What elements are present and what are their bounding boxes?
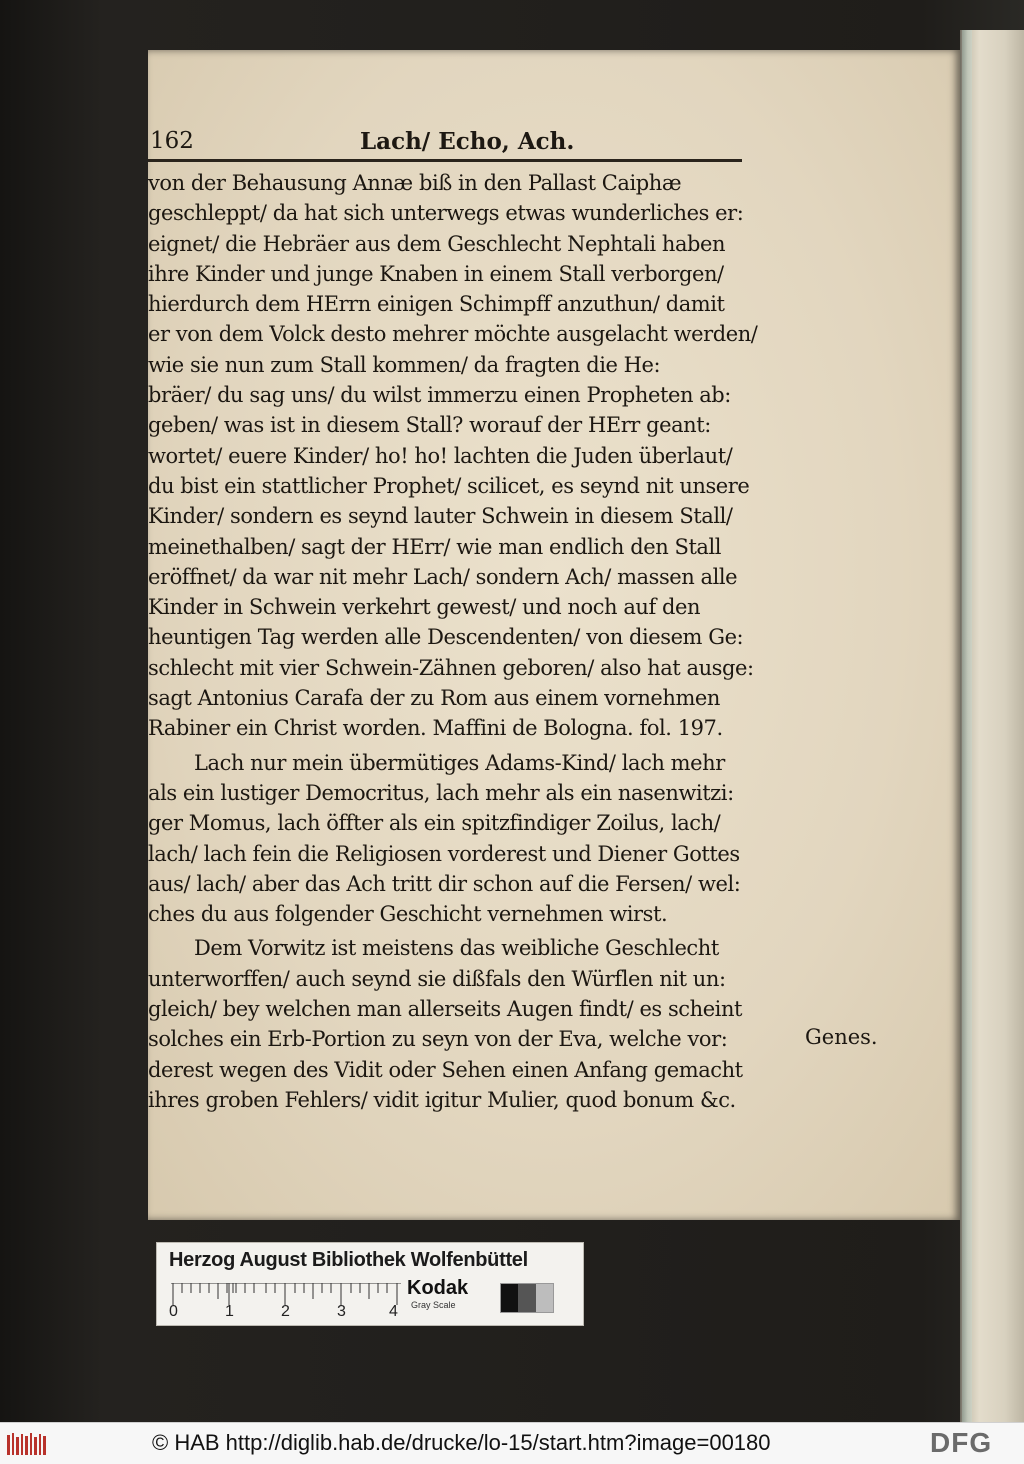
text-line: Lach nur mein übermütiges Adams-Kind/ lach mehr xyxy=(194,750,725,775)
text-line: schlecht mit vier Schwein-Zähnen geboren/ also hat ausge: xyxy=(148,655,754,680)
text-line: meinethalben/ sagt der HErr/ wie man endlich den Stall xyxy=(148,534,722,559)
text-line: wie sie nun zum Stall kommen/ da fragten die He: xyxy=(148,352,661,377)
text-line: derest wegen des Vidit oder Sehen einen Anfang gemacht xyxy=(148,1057,743,1082)
ruler-number: 4 xyxy=(389,1303,398,1320)
text-line: eignet/ die Hebräer aus dem Geschlecht Nephtali haben xyxy=(148,231,726,256)
text-line: bräer/ du sag uns/ du wilst immerzu einen Propheten ab: xyxy=(148,383,731,408)
text-line: ches du aus folgender Geschicht vernehmen wirst. xyxy=(148,902,668,927)
color-calibration-card xyxy=(156,1242,584,1326)
text-line: hierdurch dem HErrn einigen Schimpff anzuthun/ damit xyxy=(148,292,725,317)
ruler-number: 2 xyxy=(281,1303,290,1320)
paragraph-2 xyxy=(148,748,748,930)
running-head: Lach/ Echo, Ach. xyxy=(360,128,575,155)
text-line: lach/ lach fein die Religiosen vorderest und Diener Gottes xyxy=(148,841,740,866)
copyright-url[interactable]: © HAB http://diglib.hab.de/drucke/lo-15/start.htm?image=00180 xyxy=(152,1430,771,1455)
paragraph-3 xyxy=(148,933,748,1115)
ruler-numbers xyxy=(167,1303,407,1323)
text-line: ihres groben Fehlers/ vidit igitur Mulier, quod bonum &c. xyxy=(148,1087,736,1112)
text-line: eröffnet/ da war nit mehr Lach/ sondern Ach/ massen alle xyxy=(148,564,738,589)
header-rule xyxy=(148,159,742,162)
text-line: aus/ lach/ aber das Ach tritt dir schon auf die Fersen/ wel: xyxy=(148,871,741,896)
text-line: Kinder/ sondern es seynd lauter Schwein in diesem Stall/ xyxy=(148,504,733,529)
text-line: geben/ was ist in diesem Stall? worauf der HErr geant: xyxy=(148,413,711,438)
text-line: geschleppt/ da hat sich unterwegs etwas wunderliches er: xyxy=(148,201,744,226)
catchword: Genes. xyxy=(805,1025,878,1049)
text-line: heuntigen Tag werden alle Descendenten/ von diesem Ge: xyxy=(148,625,744,650)
gray-swatch xyxy=(500,1283,554,1313)
hab-logo-icon xyxy=(6,1431,50,1457)
text-line: sagt Antonius Carafa der zu Rom aus einem vornehmen xyxy=(148,686,720,711)
text-line: du bist ein stattlicher Prophet/ scilicet, es seynd nit unsere xyxy=(148,473,750,498)
library-name: Herzog August Bibliothek Wolfenbüttel xyxy=(169,1249,528,1271)
page-header xyxy=(150,128,730,158)
text-line: solches ein Erb-Portion zu seyn von der Eva, welche vor: xyxy=(148,1027,728,1052)
text-line: ihre Kinder und junge Knaben in einem Stall verborgen/ xyxy=(148,261,724,286)
paragraph-1 xyxy=(148,168,758,744)
text-line: ger Momus, lach öffter als ein spitzfindiger Zoilus, lach/ xyxy=(148,811,721,836)
text-line: von der Behausung Annæ biß in den Pallast Caiphæ xyxy=(148,171,682,195)
text-line: als ein lustiger Democritus, lach mehr als ein nasenwitzi: xyxy=(148,780,734,805)
gray-scale-label: Gray Scale xyxy=(411,1300,456,1310)
kodak-label: Kodak xyxy=(407,1277,469,1299)
text-line: Rabiner ein Christ worden. Maffini de Bologna. fol. 197. xyxy=(148,716,723,741)
ruler-number: 1 xyxy=(225,1303,234,1320)
page-body xyxy=(148,168,758,1115)
text-line: Kinder in Schwein verkehrt gewest/ und noch auf den xyxy=(148,595,701,620)
ruler-number: 3 xyxy=(337,1303,346,1320)
page-number: 162 xyxy=(150,128,194,154)
text-line: gleich/ bey welchen man allerseits Augen findt/ es scheint xyxy=(148,997,743,1022)
dfg-logo: DFG xyxy=(930,1427,993,1458)
text-line: wortet/ euere Kinder/ ho! ho! lachten die Juden überlaut/ xyxy=(148,443,733,468)
text-line: er von dem Volck desto mehrer möchte ausgelacht werden/ xyxy=(148,322,758,347)
text-line: Dem Vorwitz ist meistens das weibliche Geschlecht xyxy=(194,936,719,961)
ruler-number: 0 xyxy=(169,1303,178,1320)
adjacent-page-edge xyxy=(960,30,1024,1422)
text-line: unterworffen/ auch seynd sie dißfals den Würflen nit un: xyxy=(148,966,726,991)
viewer-footer xyxy=(0,1422,1024,1464)
